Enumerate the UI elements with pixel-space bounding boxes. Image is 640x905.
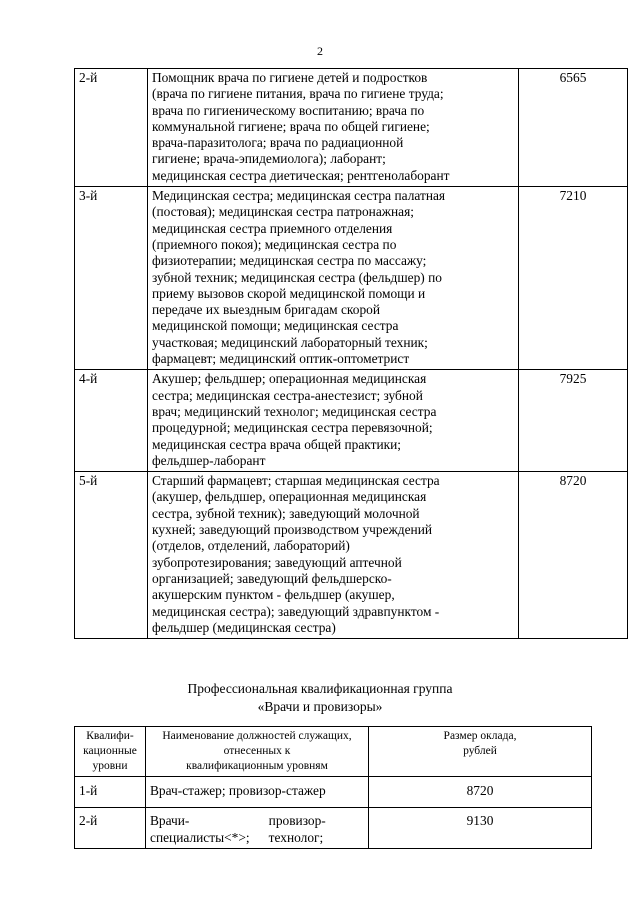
salary-table-nursing xyxy=(74,68,628,639)
table-row xyxy=(75,370,628,472)
table-row xyxy=(75,472,628,639)
level-cell: 1-й xyxy=(75,777,146,808)
positions-cell xyxy=(146,777,369,808)
header-salary: Размер оклада, рублей xyxy=(369,727,592,777)
header-positions: Наименование должностей служащих, отнесенных к квалификационным уровням xyxy=(146,727,369,777)
level-cell: 3-й xyxy=(75,187,148,370)
salary-table-doctors xyxy=(74,726,592,849)
table-header-row xyxy=(75,727,592,777)
header-level: Квалифи- кационные уровни xyxy=(75,727,146,777)
positions-text: Врач-стажер; провизор-стажер xyxy=(150,783,326,798)
group-title-line2: «Врачи и провизоры» xyxy=(257,699,383,714)
level-cell: 2-й xyxy=(75,808,146,849)
table-row xyxy=(75,187,628,370)
positions-cell: Медицинская сестра; медицинская сестра палатная (постовая); медицинская сестра патронажная; медицинская сестра приемного отделения (приемного покоя); медицинская сестра по физиотерапии; медицинская сестра по массажу; зубной техник; медицинская сестра (фельдшер) по приему вызовов скорой медицинской помощи и передаче их выездным бригадам скорой медицинской помощи; медицинская сестра участковая; медицинский лабораторный техник; фармацевт; медицинский оптик-оптометрист xyxy=(148,187,519,370)
group-title xyxy=(0,680,640,716)
positions-cell: Старший фармацевт; старшая медицинская сестра (акушер, фельдшер, операционная медицинская сестра, зубной техник); заведующий молочной кухней; заведующий производством учреждений (отделов, отделений, лабораторий) зубопротезирования; заведующий аптечной организацией; заведующий фельдшерско- акушерским пунктом - фельдшер (акушер, медицинская сестра); заведующий здравпунктом - фельдшер (медицинская сестра) xyxy=(148,472,519,639)
salary-cell: 8720 xyxy=(519,472,628,639)
table-row xyxy=(75,808,592,849)
positions-cell: Помощник врача по гигиене детей и подростков (врача по гигиене питания, врача по гигиене труда; врача по гигиеническому воспитанию; врача по коммунальной гигиене; врача по общей гигиене; врача-паразитолога; врача по радиационной гигиене; врача-эпидемиолога); лаборант; медицинская сестра диетическая; рентгенолаборант xyxy=(148,69,519,187)
page-number: 2 xyxy=(317,44,323,58)
salary-cell: 8720 xyxy=(369,777,592,808)
group-title-line1: Профессиональная квалификационная группа xyxy=(187,681,453,696)
level-cell: 2-й xyxy=(75,69,148,187)
salary-cell: 6565 xyxy=(519,69,628,187)
table-row xyxy=(75,69,628,187)
salary-cell: 7210 xyxy=(519,187,628,370)
positions-text-part2: провизор-технолог; xyxy=(268,813,326,845)
positions-text-part1: Врачи-специалисты<*>; xyxy=(150,813,250,845)
level-cell: 4-й xyxy=(75,370,148,472)
level-cell: 5-й xyxy=(75,472,148,639)
table-row xyxy=(75,777,592,808)
salary-cell: 7925 xyxy=(519,370,628,472)
positions-cell: Акушер; фельдшер; операционная медицинская сестра; медицинская сестра-анестезист; зубной врач; медицинский технолог; медицинская сестра процедурной; медицинская сестра перевязочной; медицинская сестра врача общей практики; фельдшер-лаборант xyxy=(148,370,519,472)
salary-cell: 9130 xyxy=(369,808,592,849)
positions-cell xyxy=(146,808,369,849)
